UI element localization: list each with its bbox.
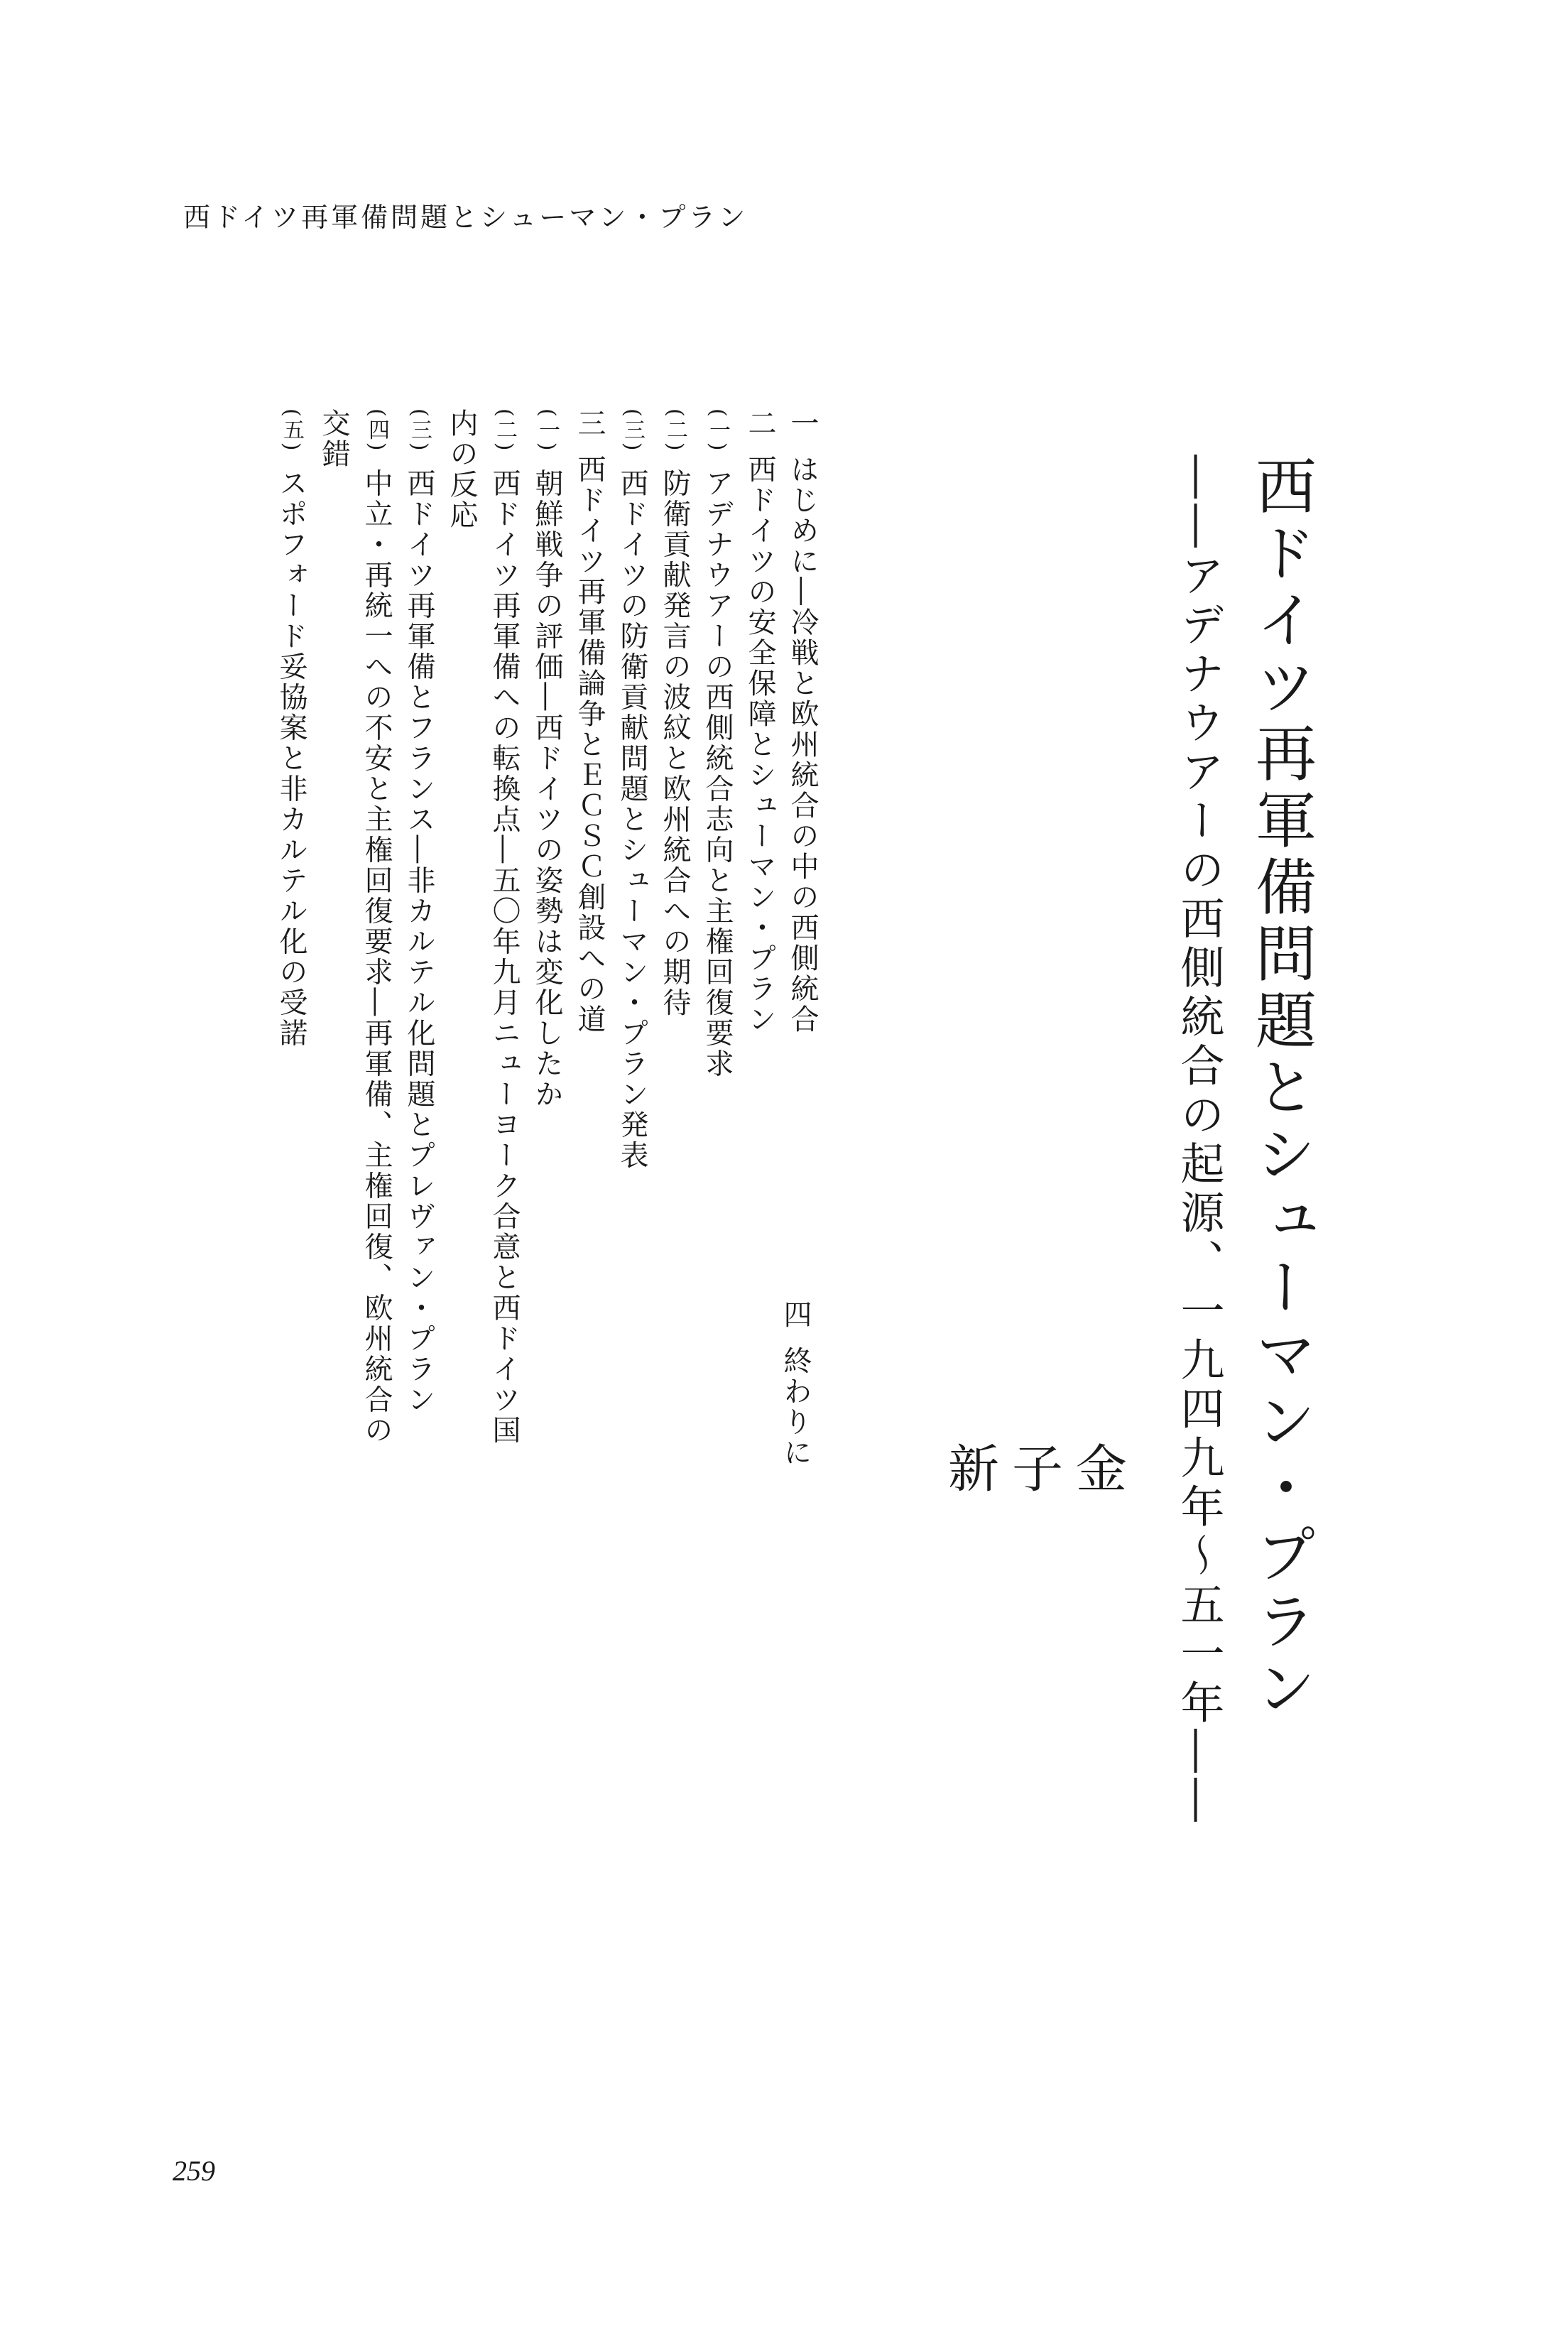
toc-number: 四 — [779, 1300, 812, 1330]
toc-text: 終わりに — [779, 1346, 812, 1468]
toc-item — [696, 408, 739, 1460]
toc-text: 中立・再統一への不安と主権回復要求―再軍備、主権回復、欧州統合の交錯 — [317, 408, 393, 1446]
toc-item — [526, 408, 568, 1460]
author-char: 新 — [940, 1442, 999, 1493]
toc-number: (三) — [407, 408, 432, 453]
toc-number: (二) — [492, 408, 517, 453]
toc-item — [611, 408, 653, 1460]
toc-item — [398, 408, 440, 1460]
toc-text: 防衛貢献発言の波紋と欧州統合への期待 — [658, 468, 691, 1018]
toc-number: (五) — [279, 408, 304, 453]
article-subtitle: ――アデナウアーの西側統合の起源、一九四九年～五一年―― — [1173, 455, 1225, 1827]
toc-item — [270, 408, 312, 1460]
toc-number: (一) — [705, 408, 730, 453]
toc-text: 西ドイツ再軍備とフランス―非カルテル化問題とプレヴァン・プラン — [403, 468, 435, 1415]
toc-number: (二) — [663, 408, 687, 453]
toc-text: アデナウアーの西側統合志向と主権回復要求 — [701, 468, 734, 1080]
toc-item — [312, 408, 398, 1460]
toc-number: (三) — [620, 408, 645, 453]
toc-text: はじめに―冷戦と欧州統合の中の西側統合 — [786, 455, 819, 1035]
toc-item — [653, 408, 696, 1460]
page-number: 259 — [173, 2155, 215, 2187]
toc-text: 西ドイツ再軍備への転換点―五〇年九月ニューヨーク合意と西ドイツ国内の反応 — [445, 408, 521, 1446]
table-of-contents — [156, 408, 824, 1460]
toc-number: 三 — [573, 408, 606, 439]
toc-text: 西ドイツの安全保障とシューマン・プラン — [744, 455, 776, 1035]
toc-text: 朝鮮戦争の評価―西ドイツの姿勢は変化したか — [530, 468, 563, 1110]
toc-text: 西ドイツの防衛貢献問題とシューマン・プラン発表 — [616, 468, 648, 1171]
toc-text: スポフォード妥協案と非カルテル化の受諾 — [275, 468, 307, 1049]
toc-item — [440, 408, 526, 1460]
article-title: 西ドイツ再軍備問題とシューマン・プラン — [1245, 455, 1316, 1723]
toc-number: 一 — [786, 408, 819, 439]
toc-number: (四) — [364, 408, 389, 453]
toc-item-conclusion — [774, 1300, 817, 1468]
running-header: 西ドイツ再軍備問題とシューマン・プラン — [183, 202, 748, 233]
toc-number: (一) — [535, 408, 560, 453]
author-char: 子 — [1003, 1442, 1063, 1493]
toc-item — [568, 408, 611, 1460]
author-char: 金 — [1067, 1442, 1127, 1493]
toc-text: 西ドイツ再軍備論争とＥＣＳＣ創設への道 — [573, 455, 606, 1035]
author-name — [937, 1442, 1129, 1713]
toc-number: 二 — [744, 408, 776, 439]
